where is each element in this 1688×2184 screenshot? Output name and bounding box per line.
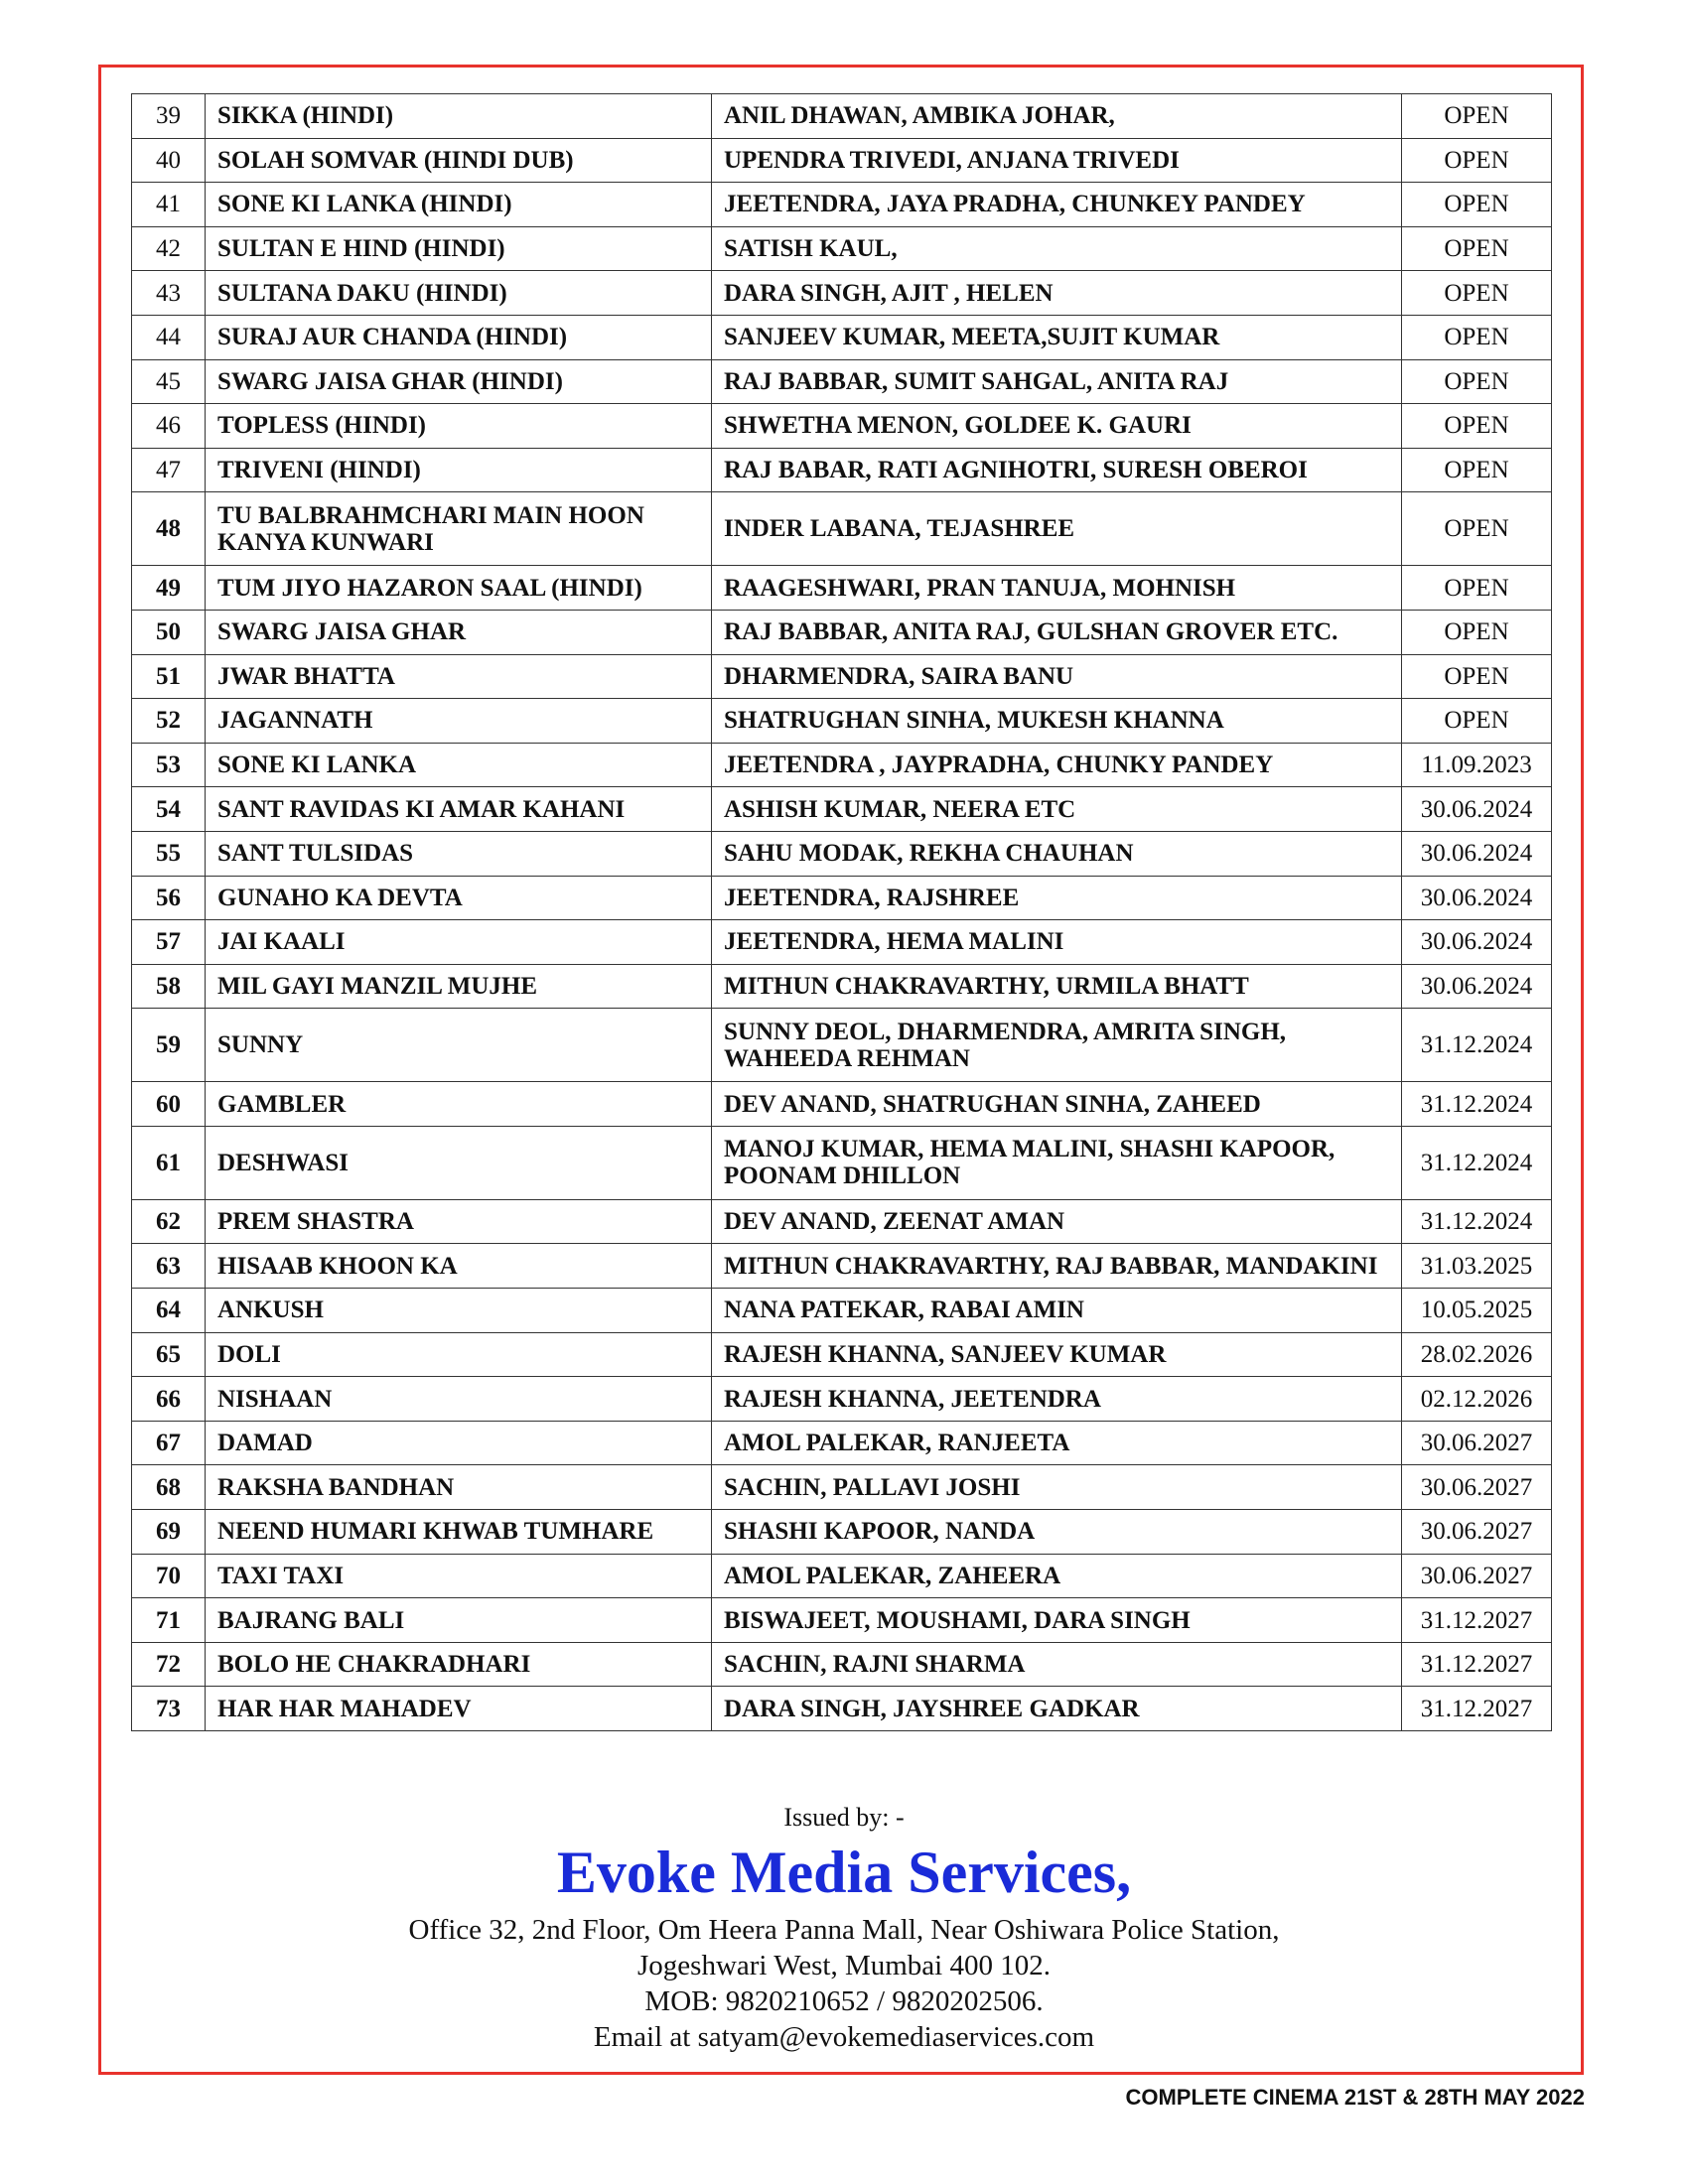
cast-list: NANA PATEKAR, RABAI AMIN (712, 1289, 1402, 1333)
table-row (132, 226, 1552, 271)
table-row (132, 271, 1552, 316)
address-line-1: Office 32, 2nd Floor, Om Heera Panna Mall, Near Oshiwara Police Station, (408, 1914, 1280, 1946)
film-title: SULTANA DAKU (HINDI) (206, 271, 712, 316)
film-title: NISHAAN (206, 1377, 712, 1422)
cast-list: RAJ BABBAR, ANITA RAJ, GULSHAN GROVER ETC. (712, 610, 1402, 654)
footer-label: COMPLETE CINEMA 21ST & 28TH MAY 2022 (1125, 2085, 1585, 2110)
film-title: SONE KI LANKA (206, 743, 712, 787)
table-row (132, 1598, 1552, 1643)
table-row (132, 183, 1552, 227)
cast-list: DEV ANAND, ZEENAT AMAN (712, 1199, 1402, 1244)
rights-status: 31.12.2024 (1402, 1009, 1552, 1082)
cast-list: DHARMENDRA, SAIRA BANU (712, 654, 1402, 699)
cast-list: JEETENDRA, JAYA PRADHA, CHUNKEY PANDEY (712, 183, 1402, 227)
row-number: 62 (132, 1199, 206, 1244)
film-title: RAKSHA BANDHAN (206, 1465, 712, 1510)
cast-list: MITHUN CHAKRAVARTHY, URMILA BHATT (712, 964, 1402, 1009)
mobile-numbers: MOB: 9820210652 / 9820202506. (644, 1985, 1044, 2017)
table-row (132, 876, 1552, 920)
film-title: SULTAN E HIND (HINDI) (206, 226, 712, 271)
rights-status: 30.06.2024 (1402, 831, 1552, 876)
cast-list: RAJESH KHANNA, JEETENDRA (712, 1377, 1402, 1422)
row-number: 49 (132, 566, 206, 611)
table-row (132, 1332, 1552, 1377)
table-row (132, 1687, 1552, 1731)
row-number: 73 (132, 1687, 206, 1731)
row-number: 59 (132, 1009, 206, 1082)
cast-list: SACHIN, RAJNI SHARMA (712, 1642, 1402, 1687)
row-number: 65 (132, 1332, 206, 1377)
rights-status: 30.06.2027 (1402, 1421, 1552, 1465)
film-title: GAMBLER (206, 1082, 712, 1127)
film-title: SURAJ AUR CHANDA (HINDI) (206, 315, 712, 359)
rights-status: 31.12.2027 (1402, 1598, 1552, 1643)
row-number: 52 (132, 699, 206, 744)
table-row (132, 138, 1552, 183)
cast-list: MANOJ KUMAR, HEMA MALINI, SHASHI KAPOOR, POONAM DHILLON (712, 1126, 1402, 1199)
film-title: DAMAD (206, 1421, 712, 1465)
film-title: SANT RAVIDAS KI AMAR KAHANI (206, 787, 712, 832)
cast-list: SANJEEV KUMAR, MEETA,SUJIT KUMAR (712, 315, 1402, 359)
table-row (132, 566, 1552, 611)
rights-status: OPEN (1402, 94, 1552, 139)
film-title: TU BALBRAHMCHARI MAIN HOON KANYA KUNWARI (206, 492, 712, 566)
rights-status: 11.09.2023 (1402, 743, 1552, 787)
table-row (132, 920, 1552, 965)
row-number: 56 (132, 876, 206, 920)
rights-status: OPEN (1402, 404, 1552, 449)
row-number: 61 (132, 1126, 206, 1199)
table-row (132, 1377, 1552, 1422)
film-title: TAXI TAXI (206, 1554, 712, 1598)
row-number: 47 (132, 448, 206, 492)
table-row (132, 1126, 1552, 1199)
rights-status: 31.12.2024 (1402, 1082, 1552, 1127)
cast-list: SHWETHA MENON, GOLDEE K. GAURI (712, 404, 1402, 449)
cast-list: BISWAJEET, MOUSHAMI, DARA SINGH (712, 1598, 1402, 1643)
table-row (132, 1009, 1552, 1082)
cast-list: JEETENDRA, RAJSHREE (712, 876, 1402, 920)
table-row (132, 1554, 1552, 1598)
rights-status: 30.06.2027 (1402, 1465, 1552, 1510)
rights-status: OPEN (1402, 315, 1552, 359)
cast-list: RAJ BABBAR, SUMIT SAHGAL, ANITA RAJ (712, 359, 1402, 404)
rights-status: OPEN (1402, 654, 1552, 699)
cast-list: DARA SINGH, AJIT , HELEN (712, 271, 1402, 316)
rights-status: 31.12.2024 (1402, 1126, 1552, 1199)
film-title: DESHWASI (206, 1126, 712, 1199)
film-title: BOLO HE CHAKRADHARI (206, 1642, 712, 1687)
row-number: 60 (132, 1082, 206, 1127)
film-title: TUM JIYO HAZARON SAAL (HINDI) (206, 566, 712, 611)
row-number: 48 (132, 492, 206, 566)
film-title: SONE KI LANKA (HINDI) (206, 183, 712, 227)
cast-list: SUNNY DEOL, DHARMENDRA, AMRITA SINGH, WAHEEDA REHMAN (712, 1009, 1402, 1082)
cast-list: SACHIN, PALLAVI JOSHI (712, 1465, 1402, 1510)
table-row (132, 610, 1552, 654)
row-number: 57 (132, 920, 206, 965)
rights-status: OPEN (1402, 566, 1552, 611)
rights-status: 31.12.2024 (1402, 1199, 1552, 1244)
rights-status: OPEN (1402, 359, 1552, 404)
cast-list: DARA SINGH, JAYSHREE GADKAR (712, 1687, 1402, 1731)
table-row (132, 1421, 1552, 1465)
rights-status: OPEN (1402, 492, 1552, 566)
row-number: 43 (132, 271, 206, 316)
film-title: HAR HAR MAHADEV (206, 1687, 712, 1731)
rights-status: 28.02.2026 (1402, 1332, 1552, 1377)
table-row (132, 1510, 1552, 1555)
rights-status: 30.06.2024 (1402, 876, 1552, 920)
film-title: HISAAB KHOON KA (206, 1244, 712, 1289)
table-row (132, 359, 1552, 404)
row-number: 67 (132, 1421, 206, 1465)
table-row (132, 743, 1552, 787)
row-number: 53 (132, 743, 206, 787)
film-title: SUNNY (206, 1009, 712, 1082)
row-number: 71 (132, 1598, 206, 1643)
row-number: 54 (132, 787, 206, 832)
cast-list: AMOL PALEKAR, RANJEETA (712, 1421, 1402, 1465)
cast-list: SHASHI KAPOOR, NANDA (712, 1510, 1402, 1555)
cast-list: INDER LABANA, TEJASHREE (712, 492, 1402, 566)
rights-status: 30.06.2024 (1402, 964, 1552, 1009)
rights-status: OPEN (1402, 183, 1552, 227)
film-title: TOPLESS (HINDI) (206, 404, 712, 449)
row-number: 45 (132, 359, 206, 404)
row-number: 50 (132, 610, 206, 654)
row-number: 55 (132, 831, 206, 876)
cast-list: RAAGESHWARI, PRAN TANUJA, MOHNISH (712, 566, 1402, 611)
table-row (132, 1465, 1552, 1510)
row-number: 64 (132, 1289, 206, 1333)
row-number: 69 (132, 1510, 206, 1555)
table-row (132, 964, 1552, 1009)
table-row (132, 404, 1552, 449)
cast-list: JEETENDRA, HEMA MALINI (712, 920, 1402, 965)
row-number: 44 (132, 315, 206, 359)
film-title: MIL GAYI MANZIL MUJHE (206, 964, 712, 1009)
cast-list: JEETENDRA , JAYPRADHA, CHUNKY PANDEY (712, 743, 1402, 787)
film-title: TRIVENI (HINDI) (206, 448, 712, 492)
film-title: SOLAH SOMVAR (HINDI DUB) (206, 138, 712, 183)
film-title: SWARG JAISA GHAR (206, 610, 712, 654)
row-number: 68 (132, 1465, 206, 1510)
cast-list: ASHISH KUMAR, NEERA ETC (712, 787, 1402, 832)
row-number: 39 (132, 94, 206, 139)
row-number: 46 (132, 404, 206, 449)
company-name: Evoke Media Services, (556, 1840, 1132, 1905)
rights-status: OPEN (1402, 271, 1552, 316)
cast-list: AMOL PALEKAR, ZAHEERA (712, 1554, 1402, 1598)
table-row (132, 831, 1552, 876)
film-title: JWAR BHATTA (206, 654, 712, 699)
row-number: 42 (132, 226, 206, 271)
table-row (132, 1082, 1552, 1127)
rights-status: 30.06.2027 (1402, 1554, 1552, 1598)
rights-status: 30.06.2027 (1402, 1510, 1552, 1555)
film-rights-table (131, 93, 1552, 1731)
film-title: SIKKA (HINDI) (206, 94, 712, 139)
row-number: 72 (132, 1642, 206, 1687)
film-title: JAI KAALI (206, 920, 712, 965)
rights-status: 30.06.2024 (1402, 920, 1552, 965)
cast-list: RAJESH KHANNA, SANJEEV KUMAR (712, 1332, 1402, 1377)
rights-status: OPEN (1402, 448, 1552, 492)
film-title: ANKUSH (206, 1289, 712, 1333)
film-title: BAJRANG BALI (206, 1598, 712, 1643)
table-row (132, 654, 1552, 699)
address-line-2: Jogeshwari West, Mumbai 400 102. (637, 1950, 1051, 1981)
rights-status: OPEN (1402, 138, 1552, 183)
row-number: 40 (132, 138, 206, 183)
cast-list: SAHU MODAK, REKHA CHAUHAN (712, 831, 1402, 876)
rights-status: OPEN (1402, 610, 1552, 654)
cast-list: MITHUN CHAKRAVARTHY, RAJ BABBAR, MANDAKINI (712, 1244, 1402, 1289)
rights-status: 30.06.2024 (1402, 787, 1552, 832)
film-title: NEEND HUMARI KHWAB TUMHARE (206, 1510, 712, 1555)
row-number: 41 (132, 183, 206, 227)
rights-status: 10.05.2025 (1402, 1289, 1552, 1333)
table-row (132, 492, 1552, 566)
table-row (132, 787, 1552, 832)
film-title: DOLI (206, 1332, 712, 1377)
film-title: JAGANNATH (206, 699, 712, 744)
rights-status: 31.12.2027 (1402, 1687, 1552, 1731)
cast-list: UPENDRA TRIVEDI, ANJANA TRIVEDI (712, 138, 1402, 183)
rights-status: OPEN (1402, 699, 1552, 744)
table-row (132, 315, 1552, 359)
table-row (132, 1289, 1552, 1333)
rights-status: OPEN (1402, 226, 1552, 271)
cast-list: DEV ANAND, SHATRUGHAN SINHA, ZAHEED (712, 1082, 1402, 1127)
table-row (132, 699, 1552, 744)
cast-list: RAJ BABAR, RATI AGNIHOTRI, SURESH OBEROI (712, 448, 1402, 492)
rights-status: 31.12.2027 (1402, 1642, 1552, 1687)
row-number: 63 (132, 1244, 206, 1289)
row-number: 66 (132, 1377, 206, 1422)
film-title: SWARG JAISA GHAR (HINDI) (206, 359, 712, 404)
cast-list: SATISH KAUL, (712, 226, 1402, 271)
row-number: 70 (132, 1554, 206, 1598)
rights-status: 02.12.2026 (1402, 1377, 1552, 1422)
table-row (132, 1642, 1552, 1687)
cast-list: ANIL DHAWAN, AMBIKA JOHAR, (712, 94, 1402, 139)
table-row (132, 1199, 1552, 1244)
issued-by-label: Issued by: - (783, 1803, 905, 1832)
email-address: Email at satyam@evokemediaservices.com (593, 2021, 1095, 2053)
row-number: 51 (132, 654, 206, 699)
table-row (132, 448, 1552, 492)
row-number: 58 (132, 964, 206, 1009)
cast-list: SHATRUGHAN SINHA, MUKESH KHANNA (712, 699, 1402, 744)
rights-status: 31.03.2025 (1402, 1244, 1552, 1289)
table-row (132, 94, 1552, 139)
film-title: SANT TULSIDAS (206, 831, 712, 876)
table-row (132, 1244, 1552, 1289)
film-title: GUNAHO KA DEVTA (206, 876, 712, 920)
film-title: PREM SHASTRA (206, 1199, 712, 1244)
